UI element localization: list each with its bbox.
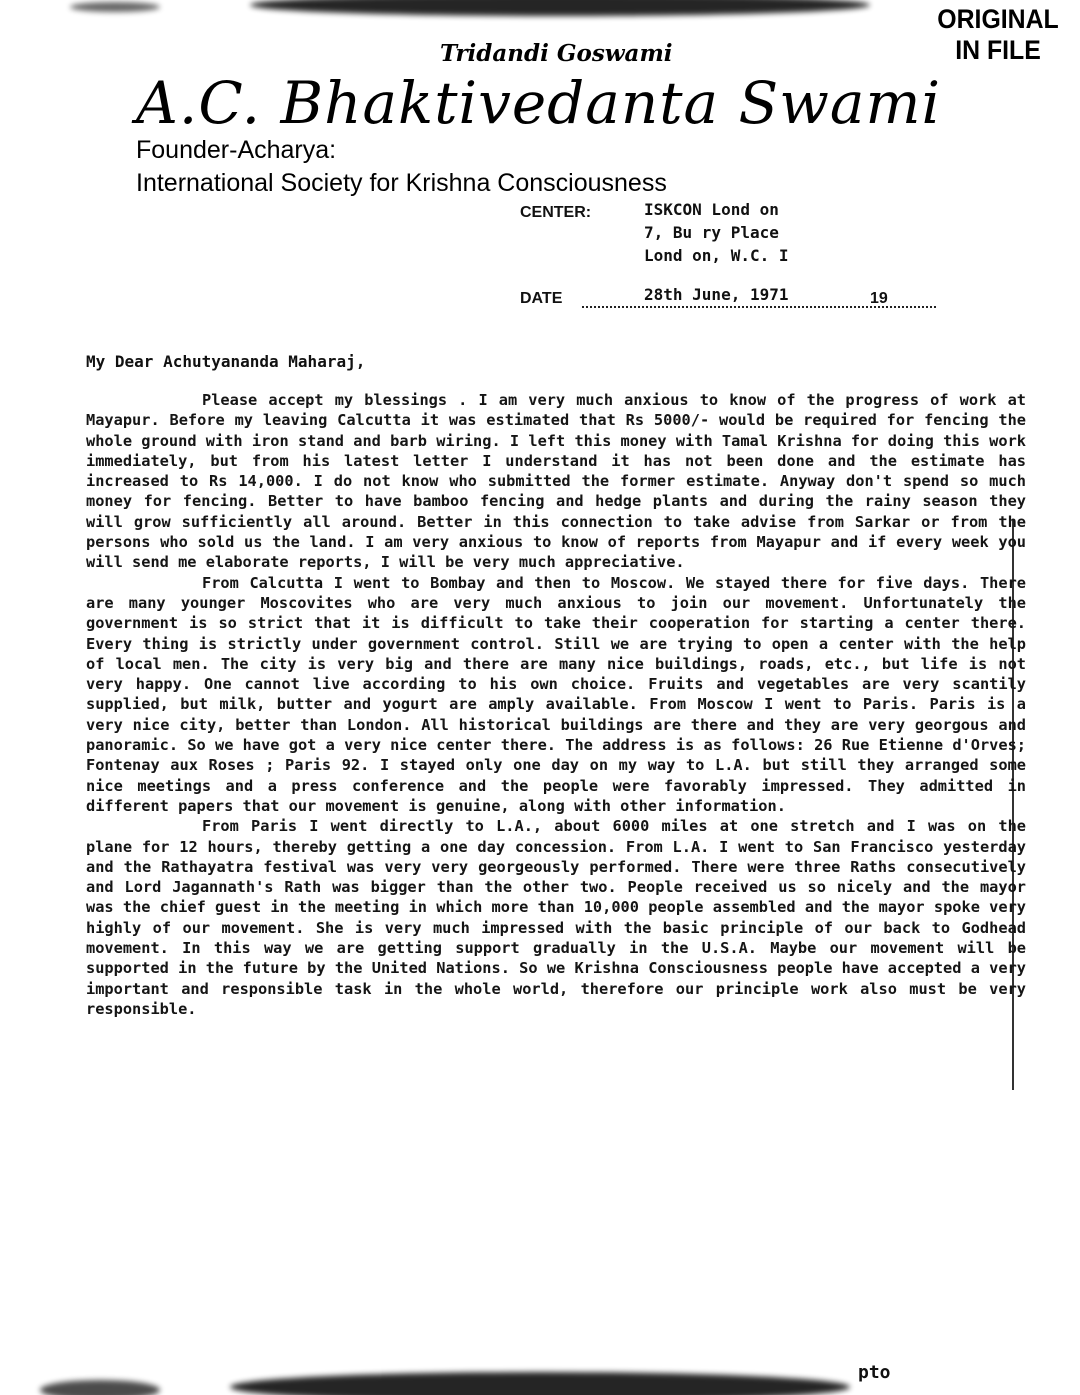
letter-paragraph: Please accept my blessings . I am very much anxious to know of the progress of work at Mayapur. Before my leaving Calcutta it was estimated that Rs 5000/- would be required for fencing the whole ground with iron stand and barb wiring. I left this money with Tamal Krishna for doing this work immediately, but from his latest letter I understand it has not been done and the estimate has increased to Rs 14,000. I do not know who submitted the former estimate. Anyway don't spend so much money for fencing. Better to have bamboo fencing and hedge plants and during the rainy season they will grow sufficiently all around. Better in this connection to take advise from Sarkar or from the persons who sold us the land. I am very anxious to know of reports from Mayapur and if every week you will send me elaborate reports, I will be very much appreciative. <box>86 391 1026 572</box>
ink-blot-bottom-left <box>40 1380 160 1395</box>
original-in-file-stamp <box>934 4 1063 66</box>
date-label: DATE <box>520 290 563 307</box>
salutation: My Dear Achutyananda Maharaj, <box>86 352 366 371</box>
center-address <box>644 198 789 267</box>
center-label: CENTER: <box>520 204 592 221</box>
letterhead-society: International Society for Krishna Consciousness <box>136 169 667 197</box>
center-address-line: Lond on, W.C. I <box>644 246 789 265</box>
stamp-line-1: ORIGINAL <box>937 4 1059 34</box>
letter-body <box>86 390 1026 1019</box>
letter-paragraph: From Paris I went directly to L.A., about 6000 miles at one stretch and I was on the plane for 12 hours, thereby getting a one day concession. From L.A. I went to San Francisco yesterday and the Rathayatra festival was very very georgeously performed. There were three Raths consecutively and Lord Jagannath's Rath was bigger than the other two. People received us so nicely and the mayor was the chief guest in the meeting in which more than 10,000 people assembled and the mayor spoke very highly of our movement. She is very much impressed with the basic principle of our back to Godhead movement. In this way we are getting support gradually in the U.S.A. Maybe our movement will be supported in the future by the United Nations. So we Krishna Consciousness people have accepted a very important and responsible task in the whole world, therefore our principle work also must be very responsible. <box>86 817 1026 1018</box>
center-address-line: ISKCON Lond on <box>644 200 779 219</box>
letterhead-title-small: Tridandi Goswami <box>440 40 673 67</box>
ink-blot-top-left <box>70 2 160 12</box>
letterhead-founder: Founder-Acharya: <box>136 136 337 164</box>
center-address-line: 7, Bu ry Place <box>644 223 779 242</box>
date-value: 28th June, 1971 <box>644 285 789 304</box>
ink-blot-bottom <box>230 1372 850 1395</box>
pto-note: pto <box>858 1362 891 1383</box>
stamp-line-2: IN FILE <box>955 35 1041 65</box>
ink-blot-top <box>250 0 870 16</box>
letter-paragraph: From Calcutta I went to Bombay and then to Moscow. We stayed there for five days. There are many younger Moscovites who are very much anxious to join our movement. Unfortunately the government is so strict that it is difficult to take their cooperation for starting a center there. Every thing is strictly under government control. Still we are trying to open a center with the help of local men. The city is very big and there are many nice buildings, roads, etc., but life is not very happy. One cannot live according to his own choice. Fruits and vegetables are very scantily supplied, but milk, butter and yogurt are amply available. From Moscow I went to Paris. Paris is a very nice city, better than London. All historical buildings are there and they are very georgous and panoramic. So we have got a very nice center there. The address is as follows: 26 Rue Etienne d'Orves; Fontenay aux Roses ; Paris 92. I stayed only one day on my way to L.A. but still they arranged some nice meetings and a press conference and the people were favorably impressed. They admitted in different papers that our movement is genuine, along with other information. <box>86 573 1026 815</box>
date-suffix: 19 <box>870 290 888 307</box>
letterhead-name: A.C. Bhaktivedanta Swami <box>136 69 942 137</box>
